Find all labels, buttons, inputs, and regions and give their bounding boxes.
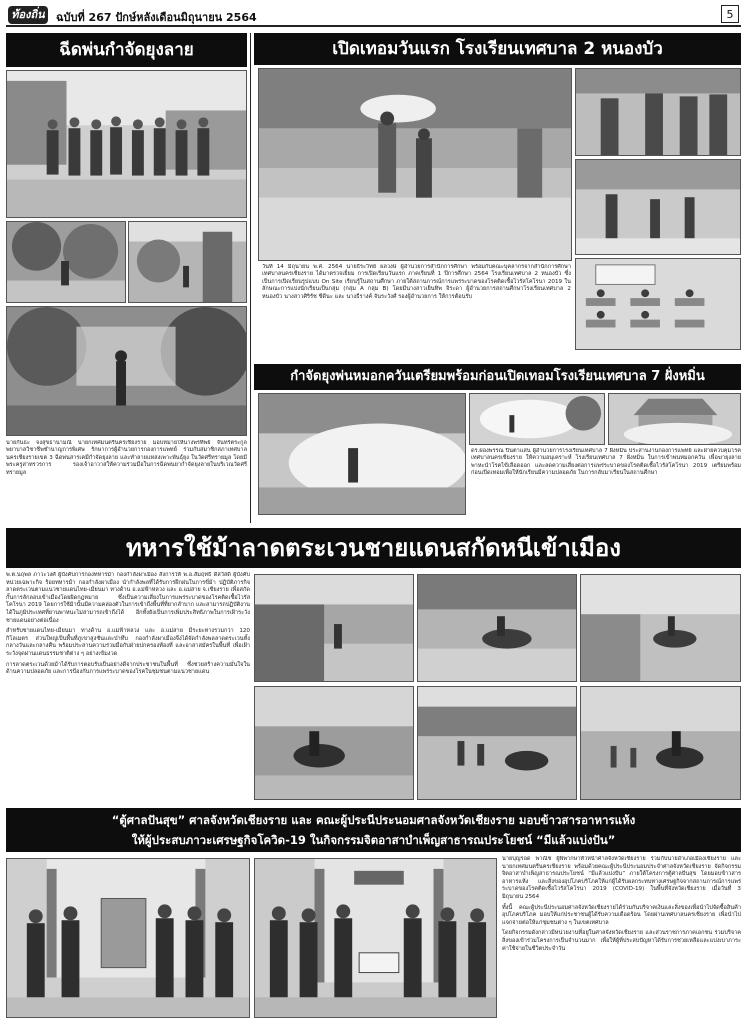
photo-school-classroom: [575, 258, 741, 350]
donate-paragraph-2: ทั้งนี้ คณะผู้ประนีประนอมศาลจังหวัดเชียงรายได้ร่วมกันบริจาคเงินและสิ่งของเพื่อนำไปจัดซื้อสินค้าอุปโภคบริโภค มอบให้แก่ประชาชนผู้ได้รับความเดือดร้อน โดยผ่านเทศบาลนครเชียงราย เพื่อนำไปแจกจ่ายต่อให้แก่ชุมชนต่าง ๆ ในเขตเทศบาล: [502, 904, 741, 926]
photo-school-umbrella: [258, 68, 572, 261]
fog-caption: ดร.ผ่องพรรณ ปินตาแสน ผู้อำนวยการโรงเรียนเทศบาล 7 ฝั่งหมิ่น ประสานงานกองการแพทย์ และฝ่ายควบคุมโรคเทศบาลนครเชียงราย ให้ความอนุเคราะห์ โรงเรียนเทศบาล 7 ฝั่งหมิ่น ในการเข้าพ่นหมอกควัน เพื่อฆ่ายุงลายพาหะนำโรคไข้เลือดออก และลดความเสี่ยงต่อการแพร่ระบาดของโรคติดเชื้อไวรัสโคโรนา 2019 เตรียมพร้อมก่อนเปิดเทอมเพื่อให้นักเรียนมีความปลอดภัย ในการกลับมาเรียนในสถานศึกษา: [471, 448, 741, 477]
column-divider: [250, 33, 251, 523]
photo-horse-6: [580, 686, 741, 800]
donate-body: [502, 856, 741, 1018]
headline-donate-line2: ให้ผู้ประสบภาวะเศรษฐกิจโควิด-19 ในกิจกรรมจิตอาสาบำเพ็ญสาธารณประโยชน์ “มีแล้วแบ่งปัน”: [131, 833, 616, 847]
photo-horse-5: [417, 686, 577, 800]
headline-spray: ฉีดพ่นกำจัดยุงลาย: [6, 33, 247, 67]
photo-donate-1: [6, 858, 250, 1018]
donate-paragraph-1: นายบุญรอด พาณิช ผู้พิพากษาหัวหน้าศาลจังหวัดเชียงราย ร่วมกับนายอำเภอเมืองเชียงราย และนายกเทศมนตรีนครเชียงราย พร้อมด้วยคณะผู้ประนีประนอมประจำศาลจังหวัดเชียงราย จัดกิจกรรมจิตอาสาบำเพ็ญสาธารณประโยชน์ “มีแล้วแบ่งปัน” ภายใต้โครงการตู้ศาลปันสุข โดยมอบข้าวสาร อาหารแห้ง และสิ่งของอุปโภคบริโภคให้แก่ผู้ได้รับผลกระทบทางเศรษฐกิจจากสถานการณ์การแพร่ระบาดของโรคติดเชื้อไวรัสโคโรนา 2019 (COVID-19) ในพื้นที่จังหวัดเชียงราย เมื่อวันที่ 3 มิถุนายน 2564: [502, 856, 741, 900]
horse-paragraph-3: การลาดตระเวนด้วยม้าได้รับการตอบรับเป็นอย่างดีจากประชาชนในพื้นที่ ซึ่งช่วยสร้างความมั่นใจในด้านความปลอดภัย และการป้องกันการแพร่ระบาดของโรคในชุมชนตามแนวชายแดน: [6, 661, 250, 676]
headline-fog: กำจัดยุงพ่นหมอกควันเตรียมพร้อมก่อนเปิดเทอมโรงเรียนเทศบาล 7 ฝั่งหมิ่น: [254, 364, 741, 390]
photo-horse-1: [254, 574, 414, 682]
school-caption: วันที่ 14 มิถุนายน พ.ศ. 2564 นายธีระวิทย์ ผลวงษ์ ผู้อำนวยการสำนักการศึกษา พร้อมกับคณะบุคลากรจากสำนักการศึกษาเทศบาลนครเชียงราย ได้มาตรวจเยี่ยม การเปิดเรียนวันแรก ภาคเรียนที่ 1 ปีการศึกษา 2564 โรงเรียนเทศบาล 2 หนองบัว ซึ่งเป็นการเปิดเรียนรูปแบบ On Site เรียนรู้ในสถานศึกษา ภายใต้สถานการณ์การแพร่ระบาดของโรคติดเชื้อไวรัสโคโรนา 2019 ในลักษณะการแบ่งนักเรียนเป็นกลุ่ม (กลุ่ม A กลุ่ม B) โดยมีนางสาวเย็นทิพ จิระดา ผู้อำนวยการสถานศึกษาโรงเรียนเทศบาล 2 หนองบัว นางสาวศิริรัช ชีดีนะ และ นางธีรางค์ จันระวังศ์ รองผู้อำนวยการ ให้การต้อนรับ: [262, 264, 571, 300]
photo-school-3: [575, 159, 741, 255]
photo-spray-group: [6, 70, 247, 218]
headline-donate-line1: “ตู้ศาลปันสุข” ศาลจังหวัดเชียงราย และ คณะผู้ประนีประนอมศาลจังหวัดเชียงราย มอบข้าวสารอาหารแห้ง: [111, 813, 636, 827]
photo-fog-2: [469, 393, 605, 445]
photo-fog-3: [608, 393, 741, 445]
photo-school-2: [575, 68, 741, 156]
photo-spray-2: [6, 221, 126, 303]
newspaper-logo: ท้องถิ่น: [8, 6, 48, 24]
photo-donate-2: [254, 858, 497, 1018]
page-number: 5: [721, 5, 739, 23]
photo-spray-3: [128, 221, 247, 303]
photo-horse-3: [580, 574, 741, 682]
headline-horse: ทหารใช้ม้าลาดตระเวนชายแดนสกัดหนีเข้าเมือง: [6, 528, 741, 568]
headline-school: เปิดเทอมวันแรก โรงเรียนเทศบาล 2 หนองบัว: [254, 33, 741, 65]
horse-paragraph-1: พ.ต.นฤพล ภาวะวงศ์ ผู้บังคับการกองทหารม้า กองกำลังผาเมือง สั่งการให้ พ.อ.สัมฤทธิ์ ดีสวัสดิ์ ผู้บังคับหน่วยเฉพาะกิจ ร้อยทหารม้า กองกำลังผาเมือง นำกำลังพลที่ได้รับการฝึกฝนในการขี่ม้า ปฏิบัติภารกิจลาดตระเวนตามแนวชายแดนไทย-เมียนมา ทางด้าน อ.แม่ฟ้าหลวง และ อ.แม่สาย จ.เชียงราย เพื่อสกัดกั้นการลักลอบเข้าเมืองโดยผิดกฎหมาย ซึ่งเป็นความเสี่ยงในการแพร่ระบาดของโรคติดเชื้อไวรัสโคโรนา 2019 โดยการใช้ม้านั้นมีความคล่องตัวในการเข้าถึงพื้นที่ที่ยากลำบาก และสามารถปฏิบัติงานได้ในภูมิประเทศที่ยานพาหนะไม่สามารถเข้าถึงได้ อีกทั้งยังเป็นการเพิ่มประสิทธิภาพในการเฝ้าระวังชายแดนอย่างต่อเนื่อง: [6, 572, 250, 624]
photo-spray-4: [6, 306, 247, 436]
horse-paragraph-2: สำหรับชายแดนไทย-เมียนมา ทางด้าน อ.แม่ฟ้าหลวง และ อ.แม่สาย มีระยะทางรวมกว่า 120 กิโลเมตร ส่วนใหญ่เป็นพื้นที่ภูเขาสูงชันและป่าทึบ กองกำลังผาเมืองจึงได้จัดกำลังพลลาดตระเวนทั้งกลางวันและกลางคืน พร้อมประสานความร่วมมือกับฝ่ายปกครองท้องที่ และอาสาสมัครในพื้นที่ เพื่อเฝ้าระวังจุดผ่านแดนธรรมชาติต่าง ๆ อย่างเข้มงวด: [6, 628, 250, 657]
donate-paragraph-3: โดยกิจกรรมดังกล่าวมีหน่วยงานที่อยู่ในศาลจังหวัดเชียงราย และส่วนราชการภาคเอกชน ร่วมบริจาคสิ่งของเข้าร่วมโครงการเป็นจำนวนมาก เพื่อให้ผู้ที่ประสบปัญหาได้รับการช่วยเหลือและแบ่งเบาภาระค่าใช้จ่ายในชีวิตประจำวัน: [502, 930, 741, 952]
photo-horse-4: [254, 686, 414, 800]
spray-caption: นายกันธะ จงสุขธานามณี นายกเทศมนตรีนครเชียงราย มอบหมายให้นางพรทิพย์ จันทร์ตระกูล พยาบาลวิชาชีพชำนาญการพิเศษ รักษาการผู้อำนวยการกองการแพทย์ ร่วมกับสมาชิกสภาเทศบาลนครเชียงรายเขต 3 ฉีดพ่นสารเคมีกำจัดยุงลาย และทำลายแหล่งเพาะพันธุ์ยุง ในวัดศรีทรายมูล โดยมีพระครูสาทรวรการ รองเจ้าอาวาสให้ความร่วมมือในการฉีดพ่นยากำจัดยุงลายในบริเวณวัดศรีทรายมูล: [6, 440, 247, 476]
photo-horse-2: [417, 574, 577, 682]
photo-fog-1: [258, 393, 466, 515]
issue-line: ฉบับที่ 267 ปักษ์หลังเดือนมิถุนายน 2564: [56, 11, 257, 24]
page-header: [6, 5, 741, 27]
horse-body: [6, 572, 250, 800]
headline-donate: [6, 808, 741, 852]
